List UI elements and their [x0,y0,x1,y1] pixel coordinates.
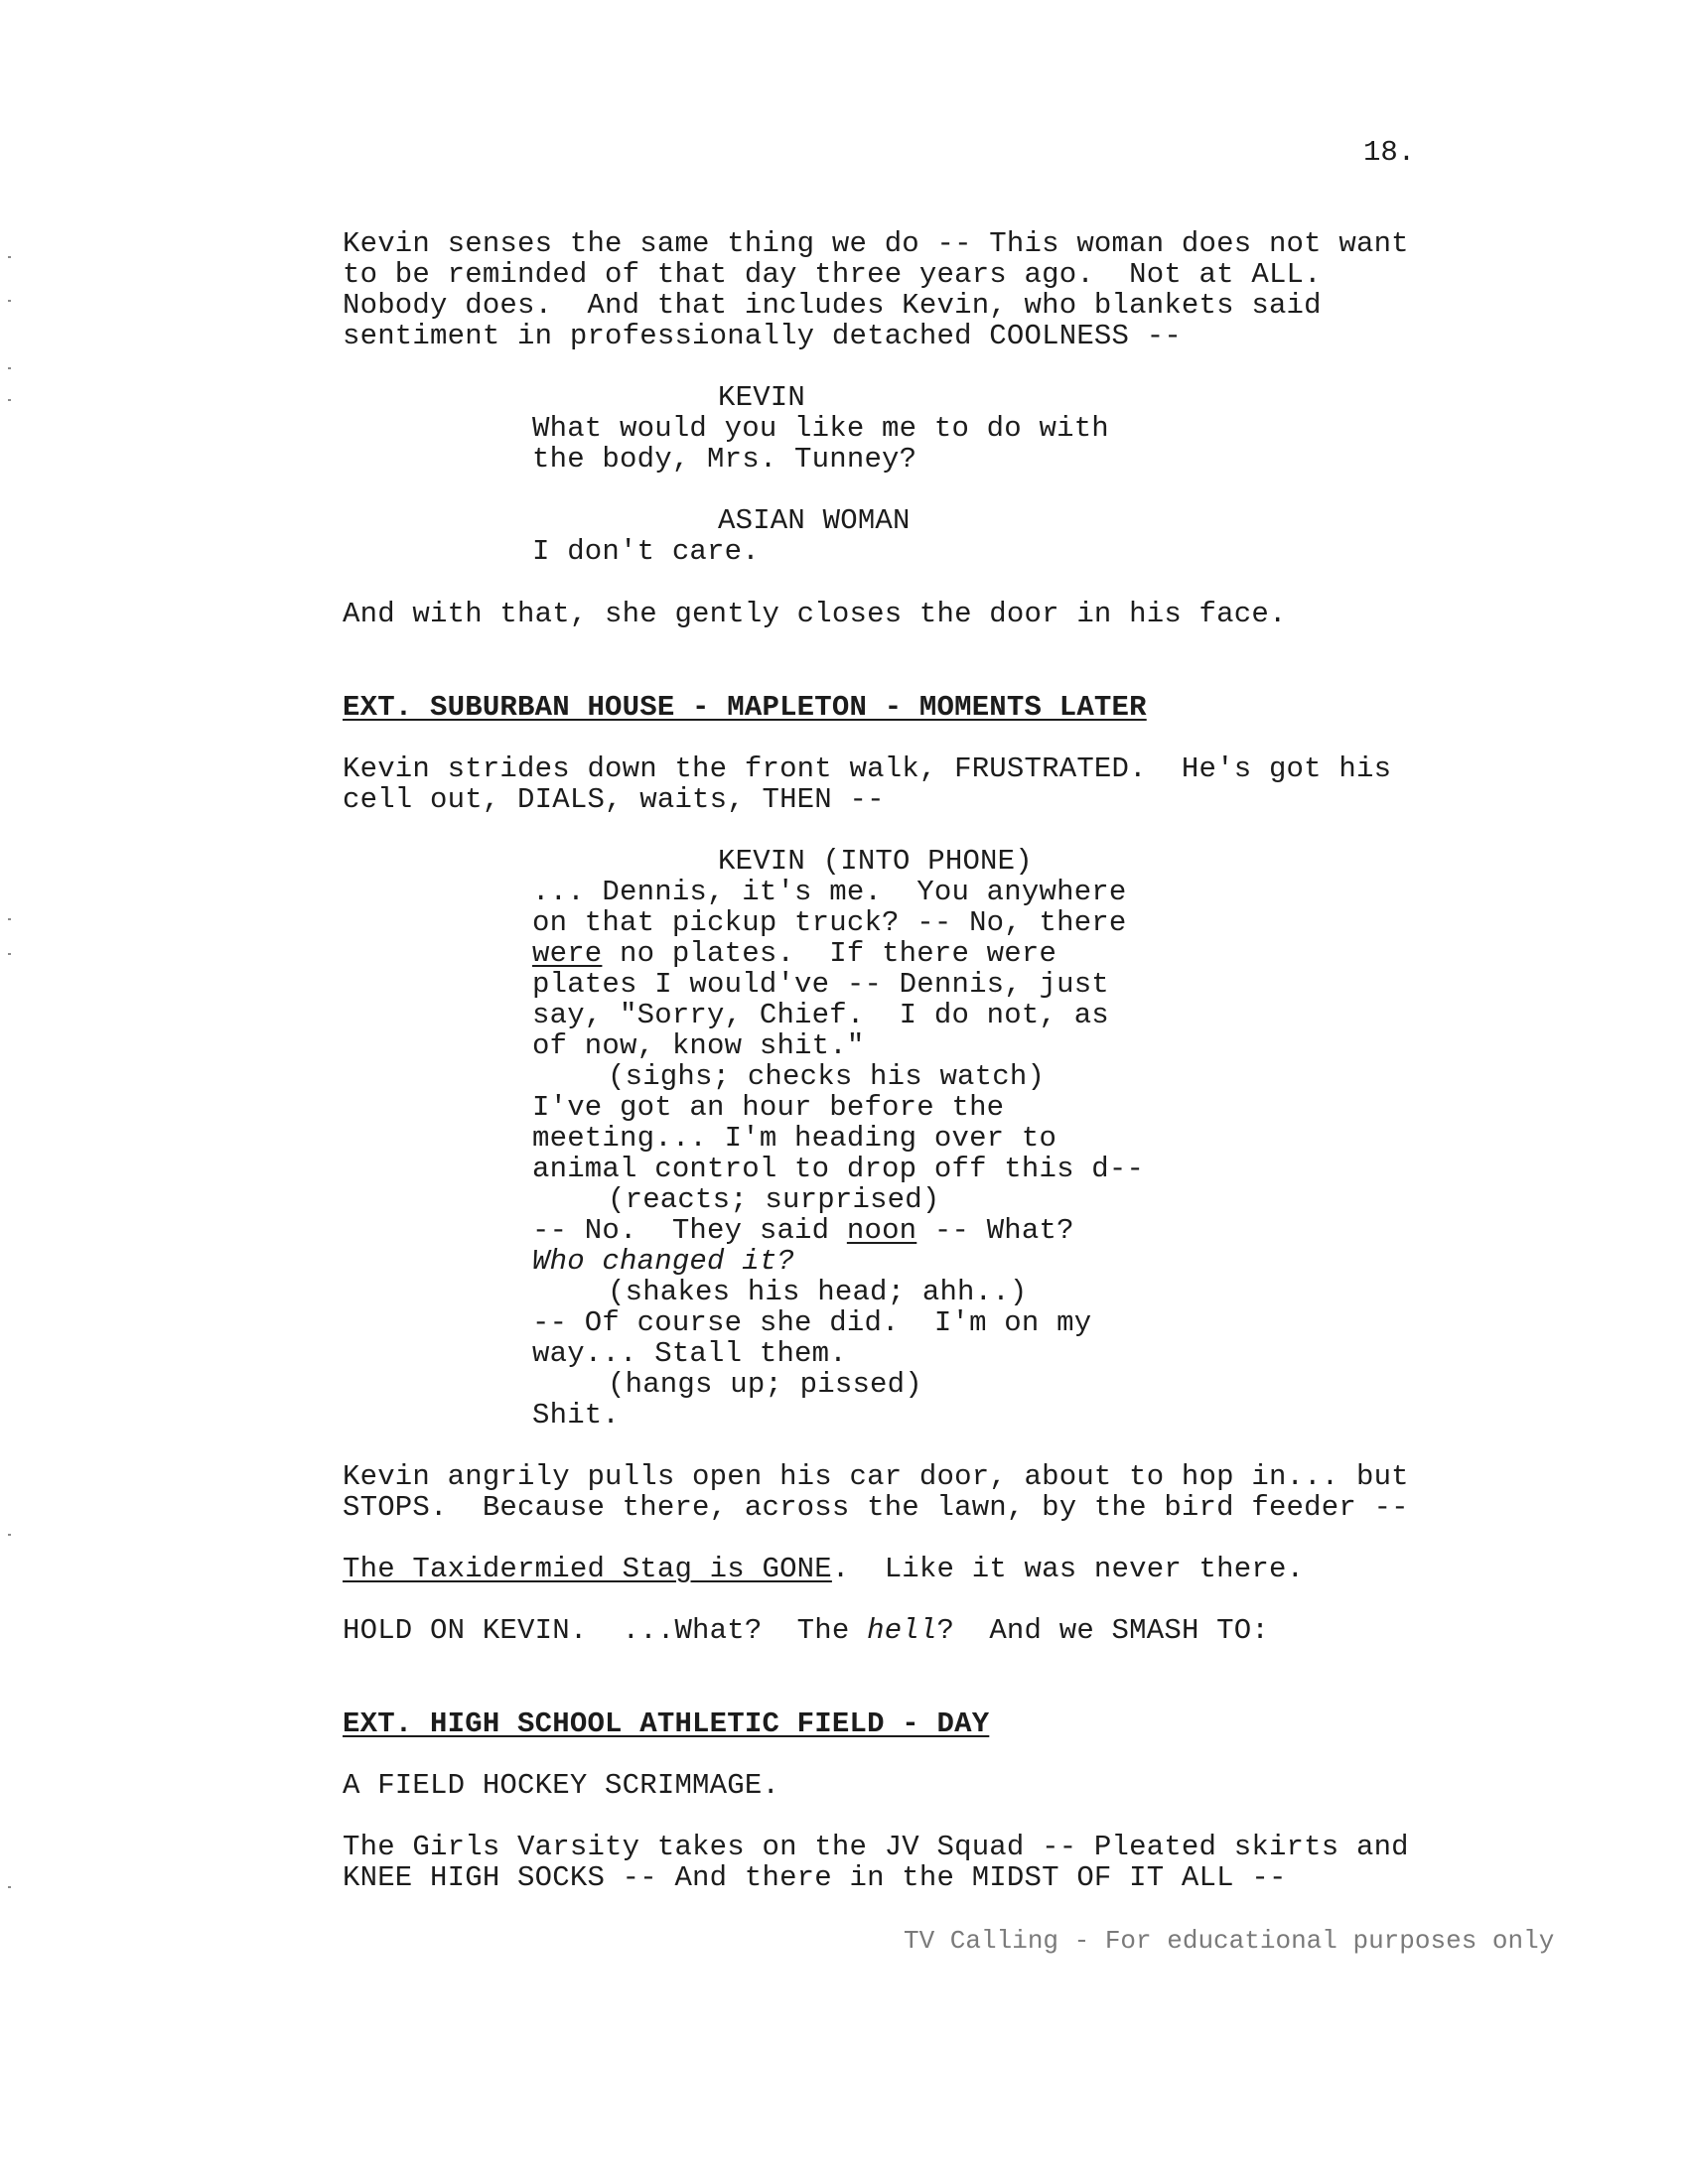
character-name: KEVIN [718,381,806,414]
dialogue-line: the body, Mrs. Tunney? [532,443,917,476]
parenthetical: (hangs up; pissed) [608,1368,922,1401]
action-line: A FIELD HOCKEY SCRIMMAGE. [343,1769,780,1802]
dialogue-text: no plates. If there were [602,937,1057,970]
dialogue-line [532,1215,1074,1246]
action-text: . Like it was never there. [831,1553,1305,1585]
dialogue-line: say, "Sorry, Chief. I do not, as [532,999,1109,1031]
action-line: cell out, DIALS, waits, THEN -- [343,783,885,816]
dialogue-text: -- No. They said [532,1214,847,1247]
parenthetical: (sighs; checks his watch) [608,1060,1046,1093]
margin-mark [8,256,11,258]
dialogue-line: ... Dennis, it's me. You anywhere [532,876,1127,908]
dialogue-line: What would you like me to do with [532,412,1109,445]
action-line: sentiment in professionally detached COOLNESS -- [343,320,1182,352]
action-line: Kevin angrily pulls open his car door, about to hop in... but [343,1460,1409,1493]
dialogue-line: Shit. [532,1399,621,1432]
action-line: And with that, she gently closes the door in his face. [343,598,1287,630]
emphasis-stag-gone: The Taxidermied Stag is GONE [343,1553,832,1585]
margin-mark [8,918,11,920]
emphasis-noon: noon [846,1214,917,1247]
margin-mark [8,300,11,302]
dialogue-line: of now, know shit." [532,1029,865,1062]
scene-heading: EXT. HIGH SCHOOL ATHLETIC FIELD - DAY [343,1707,990,1740]
action-text: HOLD ON KEVIN. ...What? The [343,1614,868,1647]
action-line: STOPS. Because there, across the lawn, by the bird feeder -- [343,1491,1409,1524]
dialogue-line: way... Stall them. [532,1337,847,1370]
page-number: 18. [1363,136,1416,169]
parenthetical: (shakes his head; ahh..) [608,1276,1028,1308]
action-line: Kevin strides down the front walk, FRUSTRATED. He's got his [343,752,1392,785]
dialogue-line: I've got an hour before the [532,1091,1005,1124]
action-line: Nobody does. And that includes Kevin, who blankets said [343,289,1322,322]
dialogue-line [532,938,1056,969]
action-line: Kevin senses the same thing we do -- This woman does not want [343,227,1409,260]
dialogue-line: -- Of course she did. I'm on my [532,1306,1092,1339]
margin-mark [8,1886,11,1888]
margin-mark [8,1534,11,1536]
action-line [343,1554,1304,1584]
character-name: KEVIN (INTO PHONE) [718,845,1033,878]
margin-mark [8,953,11,955]
action-line [343,1615,1269,1646]
action-line: The Girls Varsity takes on the JV Squad -- Pleated skirts and [343,1831,1409,1863]
dialogue-line: meeting... I'm heading over to [532,1122,1057,1155]
dialogue-text: -- What? [916,1214,1074,1247]
action-text: ? And we SMASH TO: [936,1614,1269,1647]
margin-mark [8,367,11,369]
dialogue-line: Who changed it? [532,1245,795,1278]
scene-heading: EXT. SUBURBAN HOUSE - MAPLETON - MOMENTS LATER [343,691,1147,724]
parenthetical: (reacts; surprised) [608,1183,940,1216]
emphasis-hell: hell [867,1614,937,1647]
character-name: ASIAN WOMAN [718,504,911,537]
dialogue-line: I don't care. [532,535,760,568]
emphasis-were: were [532,937,603,970]
margin-mark [8,399,11,401]
dialogue-line: animal control to drop off this d-- [532,1153,1145,1185]
action-line: KNEE HIGH SOCKS -- And there in the MIDST OF IT ALL -- [343,1861,1287,1894]
footer-watermark: TV Calling - For educational purposes only [904,1926,1555,1956]
dialogue-line: plates I would've -- Dennis, just [532,968,1109,1001]
action-line: to be reminded of that day three years ago. Not at ALL. [343,258,1322,291]
dialogue-line: on that pickup truck? -- No, there [532,906,1127,939]
